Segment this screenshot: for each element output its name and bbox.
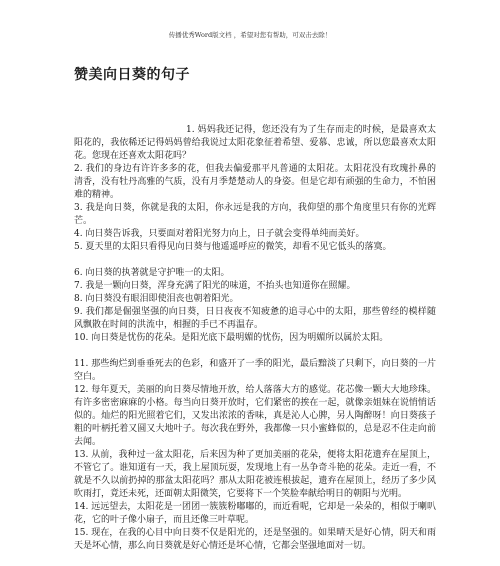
sentence-item (74, 358, 436, 384)
sentence-item (74, 501, 436, 527)
sentence-number: 5. (74, 242, 83, 252)
sentence-text: 每年夏天，美丽的向日葵尽情地开放，给人落落大方的感觉。花芯像一颗大大地珍珠。有许多密密麻麻的小格。每当向日葵开放时，它们紧密的挨在一起，就像亲姐妹在说悄悄话似的。灿烂的阳光照着它们，又发出浓浓的香味，真是沁人心脾，另人陶醉呀！向日葵孩子粗的叶柄托着又圆又大地叶子。每次我在野外，我都像一只小蜜蜂似的，总是忍不住走向前去闻。 (74, 385, 436, 447)
sentence-number: 15. (74, 528, 89, 538)
sentence-text: 向日葵的执著就是守护唯一的太阳。 (85, 268, 230, 278)
sentence-number: 1. (186, 125, 195, 135)
sentence-number: 11. (74, 359, 89, 369)
sentence-number: 8. (74, 294, 83, 304)
sentence-number: 2. (74, 164, 83, 174)
document-body (74, 124, 436, 553)
sentence-item (74, 241, 436, 254)
sentence-text: 现在，在我的心目中向日葵不仅是阳光的，还是坚强的。如果晴天是好心情，阴天和雨天是坏心情，那么向日葵就是好心情还是坏心情，它都会坚强地面对一切。 (74, 528, 436, 551)
sentence-item (74, 449, 436, 501)
sentence-number: 6. (74, 268, 83, 278)
sentence-number: 7. (74, 281, 83, 291)
paragraph-gap (74, 345, 436, 358)
sentence-item (74, 332, 436, 345)
sentence-item (74, 163, 436, 202)
sentence-item (74, 280, 436, 293)
sentence-item (74, 293, 436, 306)
sentence-item (74, 384, 436, 449)
sentence-number: 10. (74, 333, 89, 343)
sentence-text: 从前，我种过一盆太阳花，后来因为种了更加美丽的花朵，便将太阳花遗弃在屋顶上，不管它了。谁知道有一天，我上屋顶玩耍，发现地上有一丛争奇斗艳的花朵。走近一看，不就是不久以前扔掉的那盆太阳花吗？那从太阳花被连根拔起，遗弃在屋顶上，经历了多少风吹雨打，竟还未死，还面朝太阳微笑，它要将下一个笑脸奉献给明日的朝阳与光明。 (74, 450, 436, 499)
sentence-text: 远远望去，太阳花是一团团一簇簇粉嘟嘟的，而近看呢，它却是一朵朵的，相似于喇叭花，它的叶子像小扇子，而且还像三叶草呢。 (74, 502, 436, 525)
sentence-text: 我们的身边有许许多多的花，但我去偏爱那平凡普通的太阳花。太阳花没有玫瑰扑鼻的清香，没有牡丹高雅的气质，没有月季楚楚动人的身姿。但是它却有顽强的生命力，不怕困难的精神。 (74, 164, 436, 200)
sentence-number: 9. (74, 307, 83, 317)
sentence-number: 4. (74, 229, 83, 239)
document-title: 赞美向日葵的句子 (74, 67, 190, 83)
sentence-item (74, 228, 436, 241)
sentence-number: 12. (74, 385, 89, 395)
sentence-text: 夏天里的太阳只看得见向日葵与他遥遥呼应的微笑，却看不见它低头的落寞。 (85, 242, 392, 252)
sentence-text: 向日葵是忧伤的花朵。是阳光底下最明媚的忧伤，因为明媚所以属於太阳。 (91, 333, 389, 343)
sentence-text: 我是向日葵，你就是我的太阳，你永远是我的方向，我仰望的那个角度里只有你的光辉芒。 (74, 203, 436, 226)
sentence-item (74, 124, 436, 163)
sentence-text: 我是一颗向日葵，浑身充满了阳光的味道，不抬头也知道你在照耀。 (85, 281, 356, 291)
sentence-text: 向日葵没有眼泪即使泪丧也朝着阳光。 (85, 294, 239, 304)
sentence-item (74, 306, 436, 332)
paragraph-gap (74, 254, 436, 267)
header-note: 传播优秀Word版文档 ，希望对您有帮助，可双击去除！ (168, 31, 332, 39)
sentence-text: 我们都是倔强坚强的向日葵，日日夜夜不知疲惫的追寻心中的太阳，那些曾经的模样随风飘散在时间的洪流中，相握的手已不再温存。 (74, 307, 436, 330)
sentence-text: 妈妈我还记得，您还没有为了生存而走的时候，是最喜欢太阳花的，我依稀还记得妈妈曾给我说过太阳花象征着希望、爱慕、忠诚，所以您最喜欢太阳花。您现在还喜欢太阳花吗？ (74, 125, 436, 161)
sentence-number: 13. (74, 450, 89, 460)
sentence-item (74, 202, 436, 228)
sentence-text: 向日葵告诉我，只要面对着阳光努力向上，日子就会变得单纯而美好。 (85, 229, 365, 239)
sentence-number: 3. (74, 203, 83, 213)
sentence-item (74, 267, 436, 280)
sentence-number: 14. (74, 502, 89, 512)
sentence-text: 那些绚烂到垂垂死去的色彩，和盛开了一季的阳光，最后黯淡了只剩下，向日葵的一片空白。 (74, 359, 436, 382)
sentence-item (74, 527, 436, 553)
